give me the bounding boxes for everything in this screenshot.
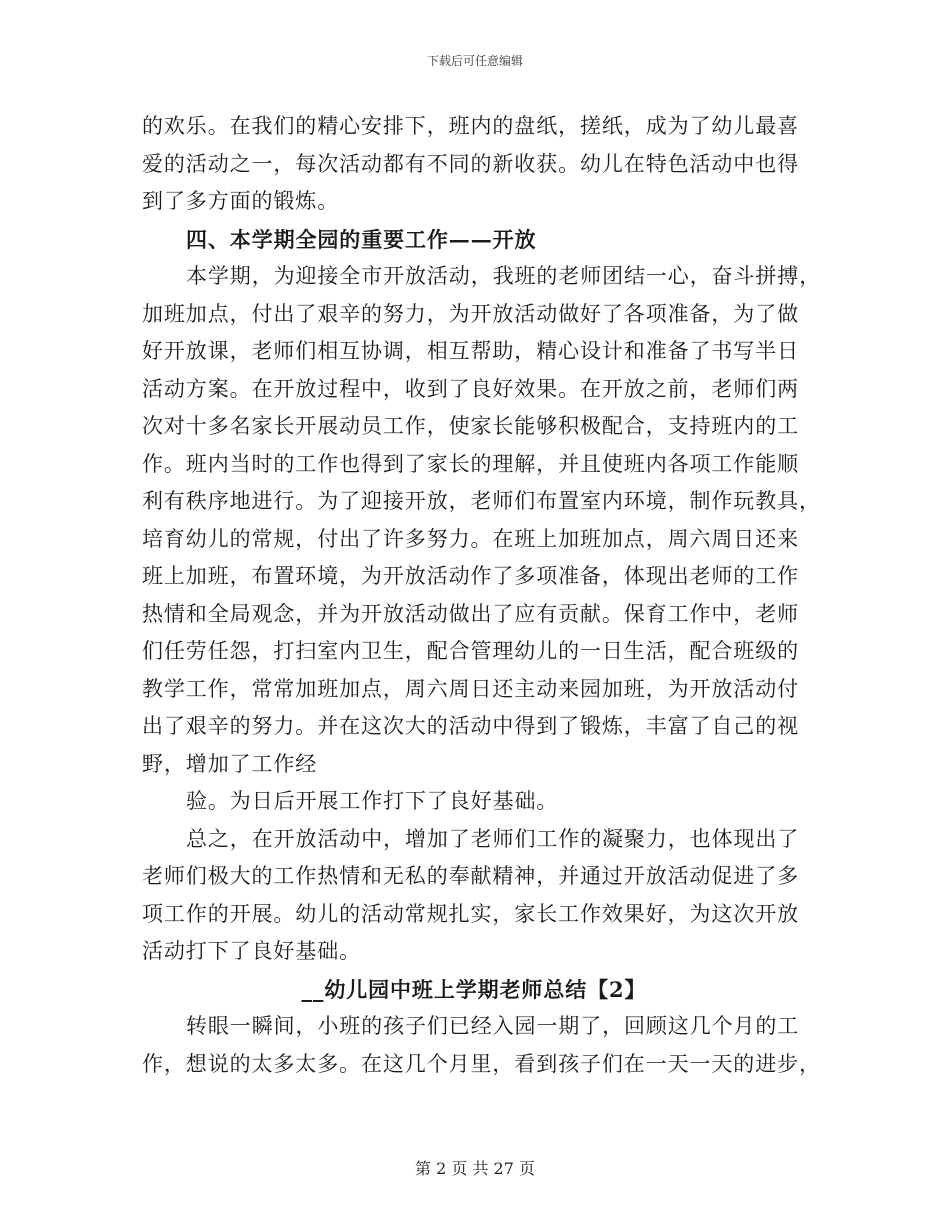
body-line: 项工作的开展。幼儿的活动常规扎实，家长工作效果好，为这次开放 bbox=[142, 901, 799, 926]
paragraph-first-line: 转眼一瞬间，小班的孩子们已经入园一期了，回顾这几个月的工 bbox=[186, 1014, 800, 1038]
body-line: 的欢乐。在我们的精心安排下，班内的盘纸，搓纸，成为了幼儿最喜 bbox=[142, 114, 799, 138]
body-line: 教学工作，常常加班加点，周六周日还主动来园加班，为开放活动付 bbox=[142, 676, 799, 701]
paragraph-first-line: 验。为日后开展工作打下了良好基础。 bbox=[186, 789, 559, 813]
document-title: __幼儿园中班上学期老师总结【2】 bbox=[301, 976, 647, 1002]
paragraph-first-line: 总之，在开放活动中，增加了老师们工作的凝聚力，也体现出了 bbox=[186, 826, 800, 851]
body-line: 利有秩序地进行。为了迎接开放，老师们布置室内环境，制作玩教具， bbox=[142, 489, 821, 513]
body-line: 作，想说的太多太多。在这几个月里，看到孩子们在一天一天的进步， bbox=[142, 1051, 821, 1076]
body-line: 爱的活动之一，每次活动都有不同的新收获。幼儿在特色活动中也得 bbox=[142, 151, 799, 176]
body-line: 好开放课，老师们相互协调，相互帮助，精心设计和准备了书写半日 bbox=[142, 339, 799, 363]
body-line: 活动方案。在开放过程中，收到了良好效果。在开放之前，老师们两 bbox=[142, 376, 799, 401]
page-header-note: 下载后可任意编辑 bbox=[426, 54, 523, 68]
body-line: 培育幼儿的常规，付出了许多努力。在班上加班加点，周六周日还来 bbox=[142, 526, 799, 551]
body-line: 出了艰辛的努力。并在这次大的活动中得到了锻炼，丰富了自己的视 bbox=[142, 714, 799, 738]
section-heading: 四、本学期全园的重要工作——开放 bbox=[186, 226, 537, 252]
body-line: 野，增加了工作经 bbox=[142, 751, 318, 776]
body-line: 到了多方面的锻炼。 bbox=[142, 189, 340, 213]
body-line: 作。班内当时的工作也得到了家长的理解，并且使班内各项工作能顺 bbox=[142, 451, 799, 476]
body-line: 热情和全局观念，并为开放活动做出了应有贡献。保育工作中，老师 bbox=[142, 601, 799, 626]
page-number-footer: 第 2 页 共 27 页 bbox=[415, 1159, 535, 1178]
body-line: 活动打下了良好基础。 bbox=[142, 939, 361, 963]
body-line: 班上加班，布置环境，为开放活动作了多项准备，体现出老师的工作 bbox=[142, 564, 799, 588]
body-line: 老师们极大的工作热情和无私的奉献精神，并通过开放活动促进了多 bbox=[142, 864, 799, 888]
document-body bbox=[142, 108, 822, 1083]
body-line: 们任劳任怨，打扫室内卫生，配合管理幼儿的一日生活，配合班级的 bbox=[142, 639, 799, 663]
body-line: 加班加点，付出了艰辛的努力，为开放活动做好了各项准备，为了做 bbox=[142, 301, 799, 326]
body-line: 次对十多名家长开展动员工作，使家长能够积极配合，支持班内的工 bbox=[142, 414, 799, 438]
paragraph-first-line: 本学期，为迎接全市开放活动，我班的老师团结一心，奋斗拼搏， bbox=[186, 264, 822, 288]
